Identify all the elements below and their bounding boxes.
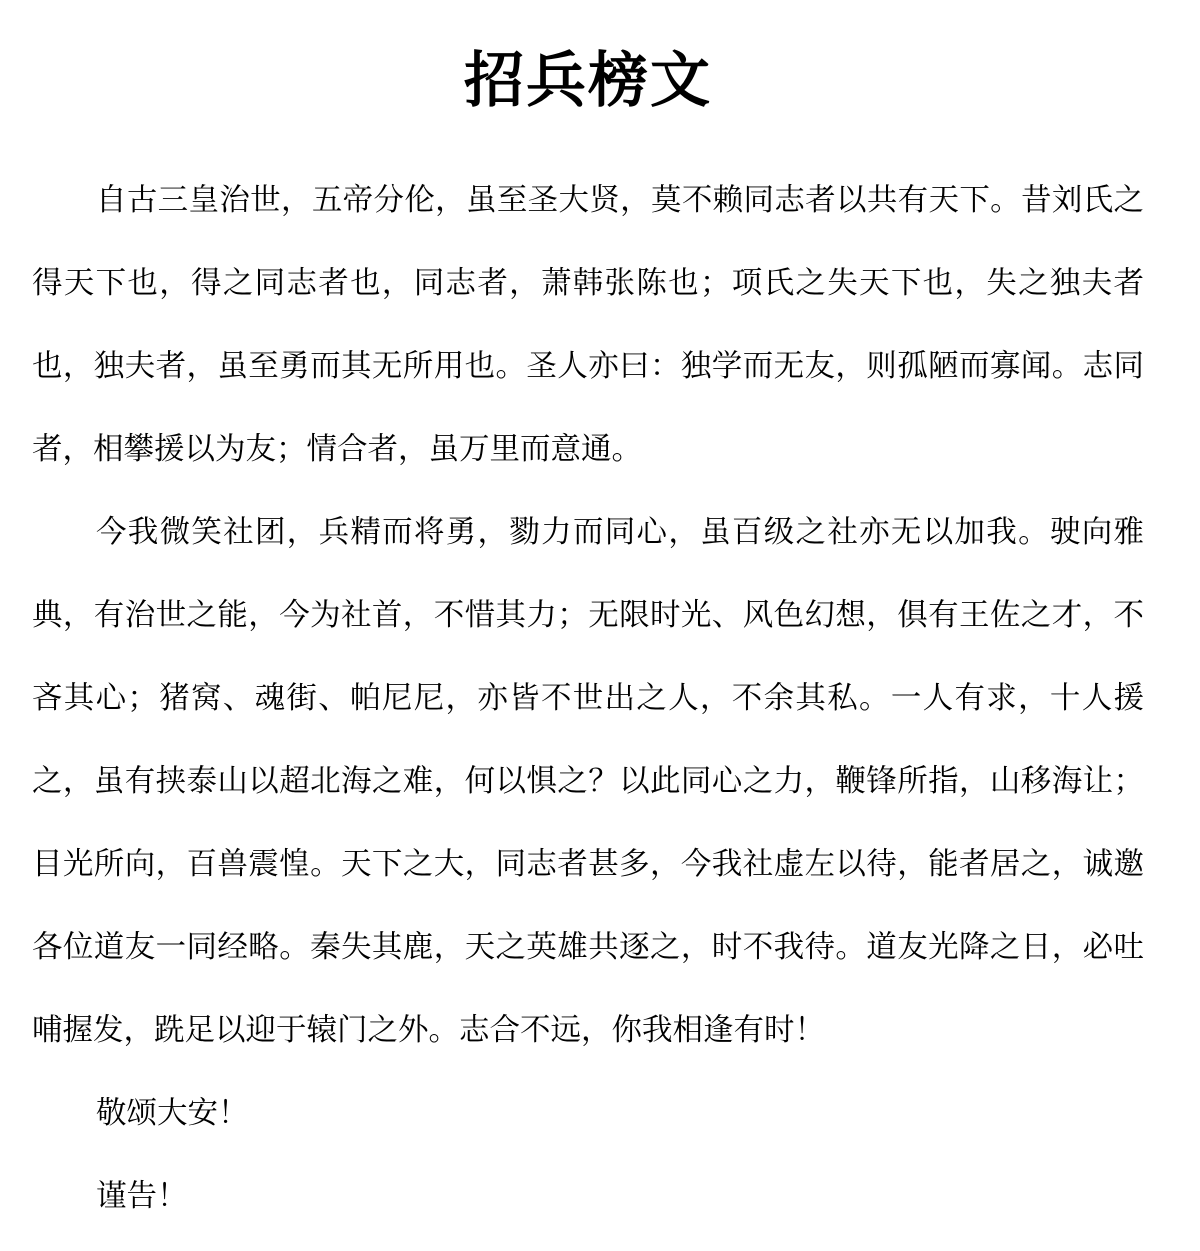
paragraph-1: 自古三皇治世，五帝分伦，虽至圣大贤，莫不赖同志者以共有天下。昔刘氏之得天下也，得之同志者也，同志者，萧韩张陈也；项氏之失天下也，失之独夫者也，独夫者，虽至勇而其无所用也。圣人亦曰：独学而无友，则孤陋而寡闻。志同者，相攀援以为友；情合者，虽万里而意通。	[32, 183, 1144, 467]
document-page	[32, 0, 1144, 1238]
closing-salutation: 敬颂大安！	[96, 1096, 249, 1131]
paragraph-2: 今我微笑社团，兵精而将勇，勠力而同心，虽百级之社亦无以加我。驶向雅典，有治世之能，今为社首，不惜其力；无限时光、风色幻想，俱有王佐之才，不吝其心；猪窝、魂街、帕尼尼，亦皆不世出之人，不余其私。一人有求，十人援之，虽有挟泰山以超北海之难，何以惧之？以此同心之力，鞭锋所指，山移海让；目光所向，百兽震惶。天下之大，同志者甚多，今我社虚左以待，能者居之，诚邀各位道友一同经略。秦失其鹿，天之英雄共逐之，时不我待。道友光降之日，必吐哺握发，跣足以迎于辕门之外。志合不远，你我相逢有时！	[32, 515, 1144, 1048]
document-title: 招兵榜文	[464, 46, 712, 116]
signoff: 谨告！	[96, 1179, 188, 1214]
